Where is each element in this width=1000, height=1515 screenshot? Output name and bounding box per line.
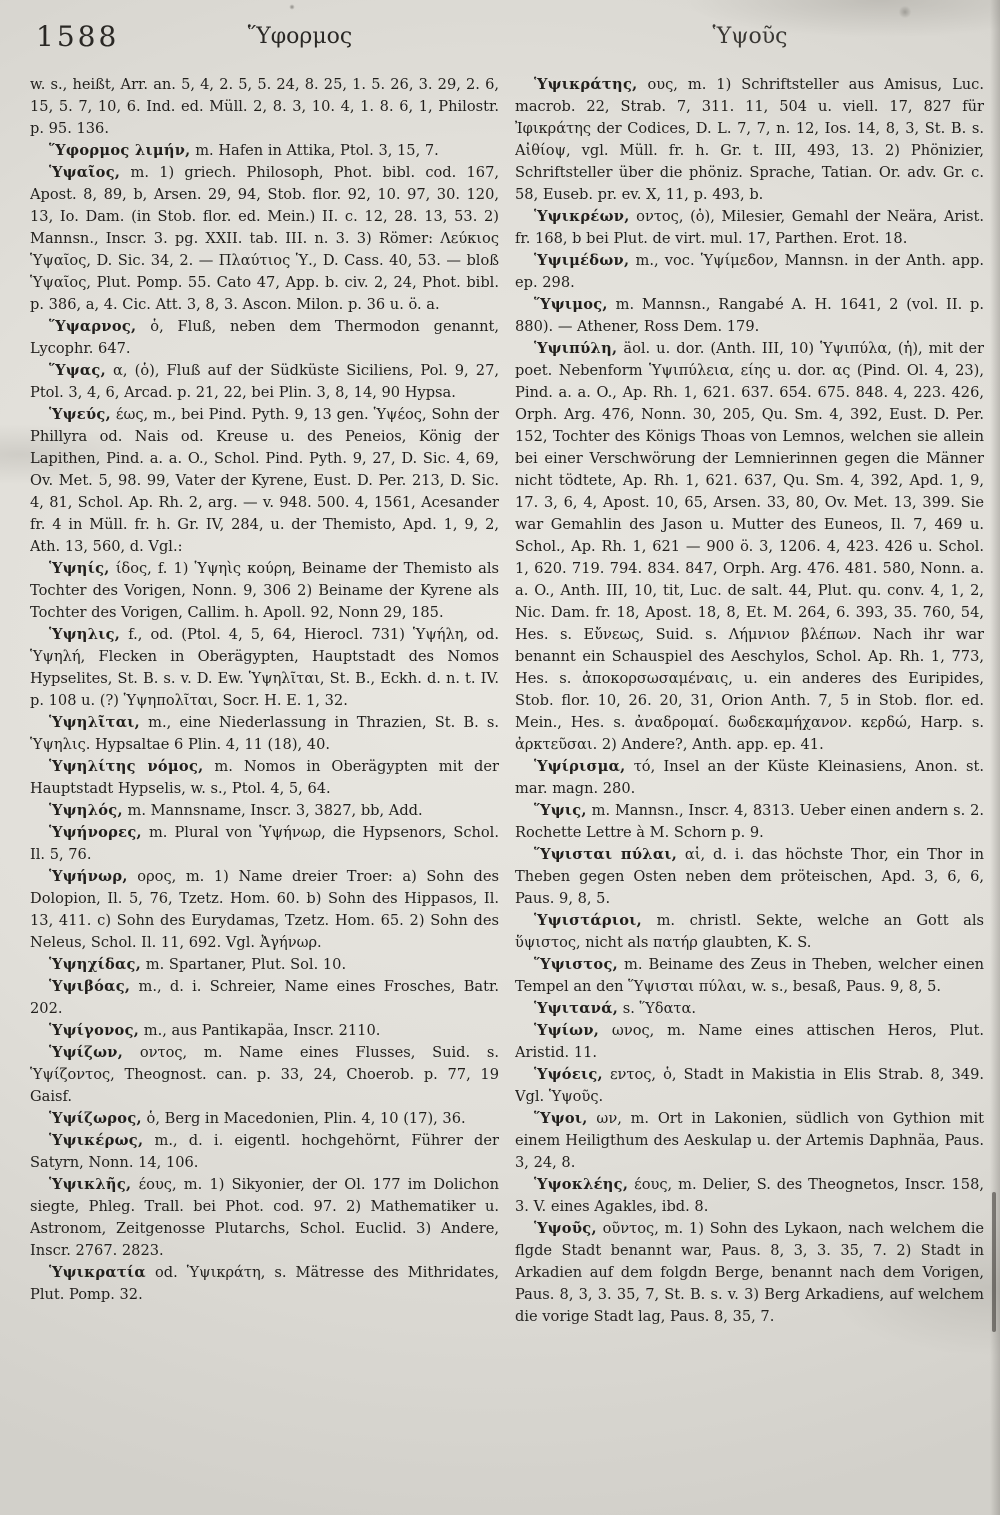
dictionary-entry: Ὑψηλός, m. Mannsname, Inscr. 3, 3827, bb, Add.	[49, 802, 423, 819]
dictionary-entry: Ὑψικέρως, m., d. i. eigentl. hochgehörnt, Führer der Satyrn, Nonn. 14, 106.	[30, 1132, 499, 1171]
dictionary-entry: Ὕφορμος λιμήν, m. Hafen in Attika, Ptol. 3, 15, 7.	[49, 142, 439, 159]
dictionary-entry: Ὑψιτανά, s. Ὕδατα.	[534, 1000, 696, 1017]
dictionary-entry: Ὕψισται πύλαι, αἱ, d. i. das höchste Thor, ein Thor in Theben gegen Osten neben dem pröteischen, Apd. 3, 6, 6, Paus. 9, 8, 5.	[515, 846, 984, 907]
entry-headword: Ὕψας,	[49, 362, 106, 379]
dictionary-entry: Ὑψεύς, έως, m., bei Pind. Pyth. 9, 13 gen. Ὑψέος, Sohn der Phillyra od. Nais od. Kreuse u. des Peneios, König der Lapithen, Pind. a. a. O., Schol. Pind. Pyth. 9, 27, D. Sic. 4, 69, Ov. Met. 5, 98. 99, Vater der Kyrene, Eust. D. Per. 213, D. Sic. 4, 81, Schol. Ap. Rh. 2, arg. — v. 948. 500. 4, 1561, Acesander fr. 4 in Müll. fr. h. Gr. IV, 284, u. der Themisto, Apd. 1, 9, 2, Ath. 13, 560, d. Vgl.:	[30, 406, 499, 555]
dictionary-entry: Ὑψηλῖται, m., eine Niederlassung in Thrazien, St. B. s. Ὑψηλις. Hypsaltae 6 Plin. 4, 11 (18), 40.	[30, 714, 499, 753]
dictionary-entry: Ὑψιβόας, m., d. i. Schreier, Name eines Frosches, Batr. 202.	[30, 978, 499, 1017]
entry-headword: Ὑψίγονος,	[49, 1022, 140, 1039]
dictionary-entry: Ὑψικρατία od. Ὑψικράτη, s. Mätresse des Mithridates, Plut. Pomp. 32.	[30, 1264, 499, 1303]
dictionary-entry: Ὑψοῦς, οῦντος, m. 1) Sohn des Lykaon, nach welchem die flgde Stadt benannt war, Paus. 8, 3, 3. 35, 7. 2) Stadt in Arkadien auf dem folgdn Berge, benannt nach dem Vorigen, Paus. 8, 3, 3. 35, 7, St. B. s. v. 3) Berg Arkadiens, auf welchem die vorige Stadt lag, Paus. 8, 35, 7.	[515, 1220, 984, 1325]
dictionary-entry: Ὑψόεις, εντος, ὁ, Stadt in Makistia in Elis Strab. 8, 349. Vgl. Ὑψοῦς.	[515, 1066, 984, 1105]
dictionary-entry: Ὕψις, m. Mannsn., Inscr. 4, 8313. Ueber einen andern s. 2. Rochette Lettre à M. Schorn p. 9.	[515, 802, 984, 841]
dictionary-entry: Ὑψηλίτης νόμος, m. Nomos in Oberägypten mit der Hauptstadt Hypselis, w. s., Ptol. 4, 5, 64.	[30, 758, 499, 797]
entry-headword: Ὕψιστος,	[534, 956, 619, 973]
entry-headword: Ὕψοι,	[534, 1110, 588, 1127]
running-head-right: Ὑψοῦς	[712, 24, 788, 49]
entry-headword: Ὑψήνορες,	[49, 824, 142, 841]
entry-headword: Ὑψοκλέης,	[534, 1176, 629, 1193]
entry-headword: Ὑψηλίτης νόμος,	[49, 758, 204, 775]
dictionary-entry: Ὑψίρισμα, τό, Insel an der Küste Kleinasiens, Anon. st. mar. magn. 280.	[515, 758, 984, 797]
dictionary-entry: Ὑψηχίδας, m. Spartaner, Plut. Sol. 10.	[49, 956, 347, 973]
entry-headword: Ὑψικρέων,	[534, 208, 630, 225]
entry-headword: Ὑψηλός,	[49, 802, 123, 819]
running-head-left: Ὕφορμος	[247, 24, 353, 49]
dictionary-entry: Ὑψαῖος, m. 1) griech. Philosoph, Phot. bibl. cod. 167, Apost. 8, 89, b, Arsen. 29, 94, Stob. flor. 92, 10. 97, 30. 120, 13, Io. Dam. (in Stob. flor. ed. Mein.) II. c. 12, 28. 13, 53. 2) Mannsn., Inscr. 3. pg. XXII. tab. III. n. 3. 3) Römer: Λεύκιος Ὑψαῖος, D. Sic. 34, 2. — Πλαύτιος Ὑ., D. Cass. 40, 53. — bloß Ὑψαῖος, Plut. Pomp. 55. Cato 47, App. b. civ. 2, 24, Phot. bibl. p. 386, a, 4. Cic. Att. 3, 8, 3. Ascon. Milon. p. 36 u. ö. a.	[30, 164, 499, 313]
dictionary-entry: Ὑψίζων, οντος, m. Name eines Flusses, Suid. s. Ὑψίζοντος, Theognost. can. p. 33, 24, Choerob. p. 77, 19 Gaisf.	[30, 1044, 499, 1105]
entry-headword: Ὕψαρνος,	[49, 318, 137, 335]
dictionary-entry: Ὕψοι, ων, m. Ort in Lakonien, südlich von Gythion mit einem Heiligthum des Aeskulap u. der Artemis Daphnäa, Paus. 3, 24, 8.	[515, 1110, 984, 1171]
entry-headword: Ὑψοῦς,	[534, 1220, 597, 1237]
dictionary-entry: Ὑψήνωρ, ορος, m. 1) Name dreier Troer: a) Sohn des Dolopion, Il. 5, 76, Tzetz. Hom. 60. b) Sohn des Hippasos, Il. 13, 411. c) Sohn des Eurydamas, Tzetz. Hom. 65. 2) Sohn des Neleus, Schol. Il. 11, 692. Vgl. Ἀγήνωρ.	[30, 868, 499, 951]
entry-headword: Ὕφορμος λιμήν,	[49, 142, 191, 159]
entry-headword: Ὑψεύς,	[49, 406, 111, 423]
entry-headword: Ὑψηλις,	[49, 626, 121, 643]
entry-headword: Ὕψιμος,	[534, 296, 608, 313]
page-number: 1588	[36, 20, 120, 53]
entry-headword: Ὑψιβόας,	[49, 978, 131, 995]
entry-headword: Ὑψηλῖται,	[49, 714, 140, 731]
dictionary-entry: Ὑψιπύλη, äol. u. dor. (Anth. III, 10) Ὑψιπύλα, (ἡ), mit der poet. Nebenform Ὑψιπύλεια, είης u. dor. ας (Pind. Ol. 4, 23), Pind. a. a. O., Ap. Rh. 1, 621. 637. 654. 675. 848. 4, 223. 426, Orph. Arg. 476, Nonn. 30, 205, Qu. Sm. 4, 392, Eust. D. Per. 152, Tochter des Königs Thoas von Lemnos, welchen sie allein bei einer Verschwörung der Lemnierinnen gegen die Männer nicht tödtete, Ap. Rh. 1, 621. 637, Qu. Sm. 4, 392, Apd. 1, 9, 17. 3, 6, 4, Apost. 10, 65, Arsen. 33, 80, Ov. Met. 13, 399. Sie war Gemahlin des Jason u. Mutter des Euneos, Il. 7, 469 u. Schol., Ap. Rh. 1, 621 — 900 ö. 3, 1206. 4, 423. 426 u. Schol. 1, 620. 719. 794. 834. 847, Orph. Arg. 476. 481. 580, Nonn. a. a. O., Anth. III, 10, tit, Luc. de salt. 44, Plut. qu. conv. 4, 1, 2, Nic. Dam. fr. 18, Apost. 18, 8, Et. M. 264, 6. 393, 35. 760, 54, Hes. s. Εὔνεως, Suid. s. Λήμνιον βλέπων. Nach ihr war benannt ein Schauspiel des Aeschylos, Schol. Ap. Rh. 1, 773, Hes. s. ἀποκορσωσαμέναις, u. ein anderes des Euripides, Stob. flor. 10, 26. 20, 31, Orion Anth. 7, 5 in Stob. flor. ed. Mein., Hes. s. ἀναδρομαί. δωδεκαμήχανον. κερδώ, Harp. s. ἀρκτεῦσαι. 2) Andere?, Anth. app. ep. 41.	[515, 340, 984, 753]
entry-headword: Ὑψίζων,	[49, 1044, 124, 1061]
entry-headword: Ὑψιστάριοι,	[534, 912, 643, 929]
scan-edge-mark	[992, 1192, 996, 1332]
entry-headword: Ὑψηχίδας,	[49, 956, 142, 973]
dictionary-entry: Ὕψιμος, m. Mannsn., Rangabé A. H. 1641, 2 (vol. II. p. 880). — Athener, Ross Dem. 179.	[515, 296, 984, 335]
entry-headword: Ὑψικέρως,	[49, 1132, 144, 1149]
dictionary-entry: Ὑψηίς, ίδος, f. 1) Ὑψηὶς κούρη, Beiname der Themisto als Tochter des Vorigen, Nonn. 9, 306 2) Beiname der Kyrene als Tochter des Vorigen, Callim. h. Apoll. 92, Nonn 29, 185.	[30, 560, 499, 621]
dictionary-entry: Ὑψηλις, f., od. (Ptol. 4, 5, 64, Hierocl. 731) Ὑψήλη, od. Ὑψηλή, Flecken in Oberägypten, Hauptstadt des Nomos Hypselites, St. B. s. v. D. Ew. Ὑψηλῖται, St. B., Eckh. d. n. t. IV. p. 108 u. (?) Ὑψηπολῖται, Socr. H. E. 1, 32.	[30, 626, 499, 709]
entry-headword: Ὑψηίς,	[49, 560, 110, 577]
entry-headword: Ὕψισται πύλαι,	[534, 846, 678, 863]
dictionary-entry: Ὑψικλῆς, έους, m. 1) Sikyonier, der Ol. 177 im Dolichon siegte, Phleg. Trall. bei Phot. cod. 97. 2) Mathematiker u. Astronom, Zeitgenosse Plutarchs, Schol. Euclid. 3) Andere, Inscr. 2767. 2823.	[30, 1176, 499, 1259]
entry-headword: Ὑψικρατία	[49, 1264, 146, 1281]
dictionary-entry: Ὑψιμέδων, m., voc. Ὑψίμεδον, Mannsn. in der Anth. app. ep. 298.	[515, 252, 984, 291]
right-column	[515, 74, 984, 1507]
entry-headword: Ὑψήνωρ,	[49, 868, 128, 885]
left-column	[30, 74, 499, 1507]
entry-headword: Ὑψιμέδων,	[534, 252, 630, 269]
dictionary-entry: Ὑψιστάριοι, m. christl. Sekte, welche an Gott als ὕψιστος, nicht als πατήρ glaubten, K. S.	[515, 912, 984, 951]
dictionary-entry: Ὑψίζωρος, ὁ, Berg in Macedonien, Plin. 4, 10 (17), 36.	[49, 1110, 466, 1127]
entry-headword: Ὑψίζωρος,	[49, 1110, 142, 1127]
entry-headword: Ὑψαῖος,	[49, 164, 121, 181]
dictionary-entry: Ὕψαρνος, ὁ, Fluß, neben dem Thermodon genannt, Lycophr. 647.	[30, 318, 499, 357]
dictionary-entry: Ὑψήνορες, m. Plural von Ὑψήνωρ, die Hypsenors, Schol. Il. 5, 76.	[30, 824, 499, 863]
entry-headword: Ὑψικράτης,	[534, 76, 638, 93]
dictionary-entry: Ὑψικράτης, ους, m. 1) Schriftsteller aus Amisus, Luc. macrob. 22, Strab. 7, 311. 11, 504 u. viell. 17, 827 für Ἰφικράτης der Codices, D. L. 7, 7, n. 12, Ios. 14, 8, 3, St. B. s. Αἰθίοψ, vgl. Müll. fr. h. Gr. t. III, 493, 13. 2) Phönizier, Schriftsteller über die phöniz. Sprache, Tatian. Or. adv. Gr. c. 58, Euseb. pr. ev. X, 11, p. 493, b.	[515, 76, 984, 203]
dictionary-entry: Ὑψίων, ωνος, m. Name eines attischen Heros, Plut. Aristid. 11.	[515, 1022, 984, 1061]
entry-headword: Ὑψιπύλη,	[534, 340, 618, 357]
dictionary-entry: w. s., heißt, Arr. an. 5, 4, 2. 5, 5. 24, 8. 25, 1. 5. 26, 3. 29, 2. 6, 15, 5. 7, 10, 6. Ind. ed. Müll. 2, 8. 3, 10. 4, 1. 8. 6, 1, Philostr. p. 95. 136.	[30, 76, 499, 137]
entry-headword: Ὑψίων,	[534, 1022, 600, 1039]
entry-headword: Ὑψιτανά,	[534, 1000, 619, 1017]
entry-headword: Ὑψικλῆς,	[49, 1176, 132, 1193]
page-header	[0, 0, 1000, 70]
dictionary-entry: Ὑψίγονος, m., aus Pantikapäa, Inscr. 2110.	[49, 1022, 381, 1039]
entry-headword: Ὑψόεις,	[534, 1066, 603, 1083]
dictionary-entry: Ὑψοκλέης, έους, m. Delier, S. des Theognetos, Inscr. 158, 3. V. eines Agakles, ibd. 8.	[515, 1176, 984, 1215]
dictionary-entry: Ὑψικρέων, οντος, (ὁ), Milesier, Gemahl der Neära, Arist. fr. 168, b bei Plut. de virt. mul. 17, Parthen. Erot. 18.	[515, 208, 984, 247]
text-columns	[30, 74, 984, 1507]
dictionary-entry: Ὕψας, α, (ὁ), Fluß auf der Südküste Siciliens, Pol. 9, 27, Ptol. 3, 4, 6, Arcad. p. 21, 22, bei Plin. 3, 8, 14, 90 Hypsa.	[30, 362, 499, 401]
entry-headword: Ὑψίρισμα,	[534, 758, 626, 775]
dictionary-entry: Ὕψιστος, m. Beiname des Zeus in Theben, welcher einen Tempel an den Ὕψισται πύλαι, w. s., besaß, Paus. 9, 8, 5.	[515, 956, 984, 995]
entry-headword: Ὕψις,	[534, 802, 587, 819]
